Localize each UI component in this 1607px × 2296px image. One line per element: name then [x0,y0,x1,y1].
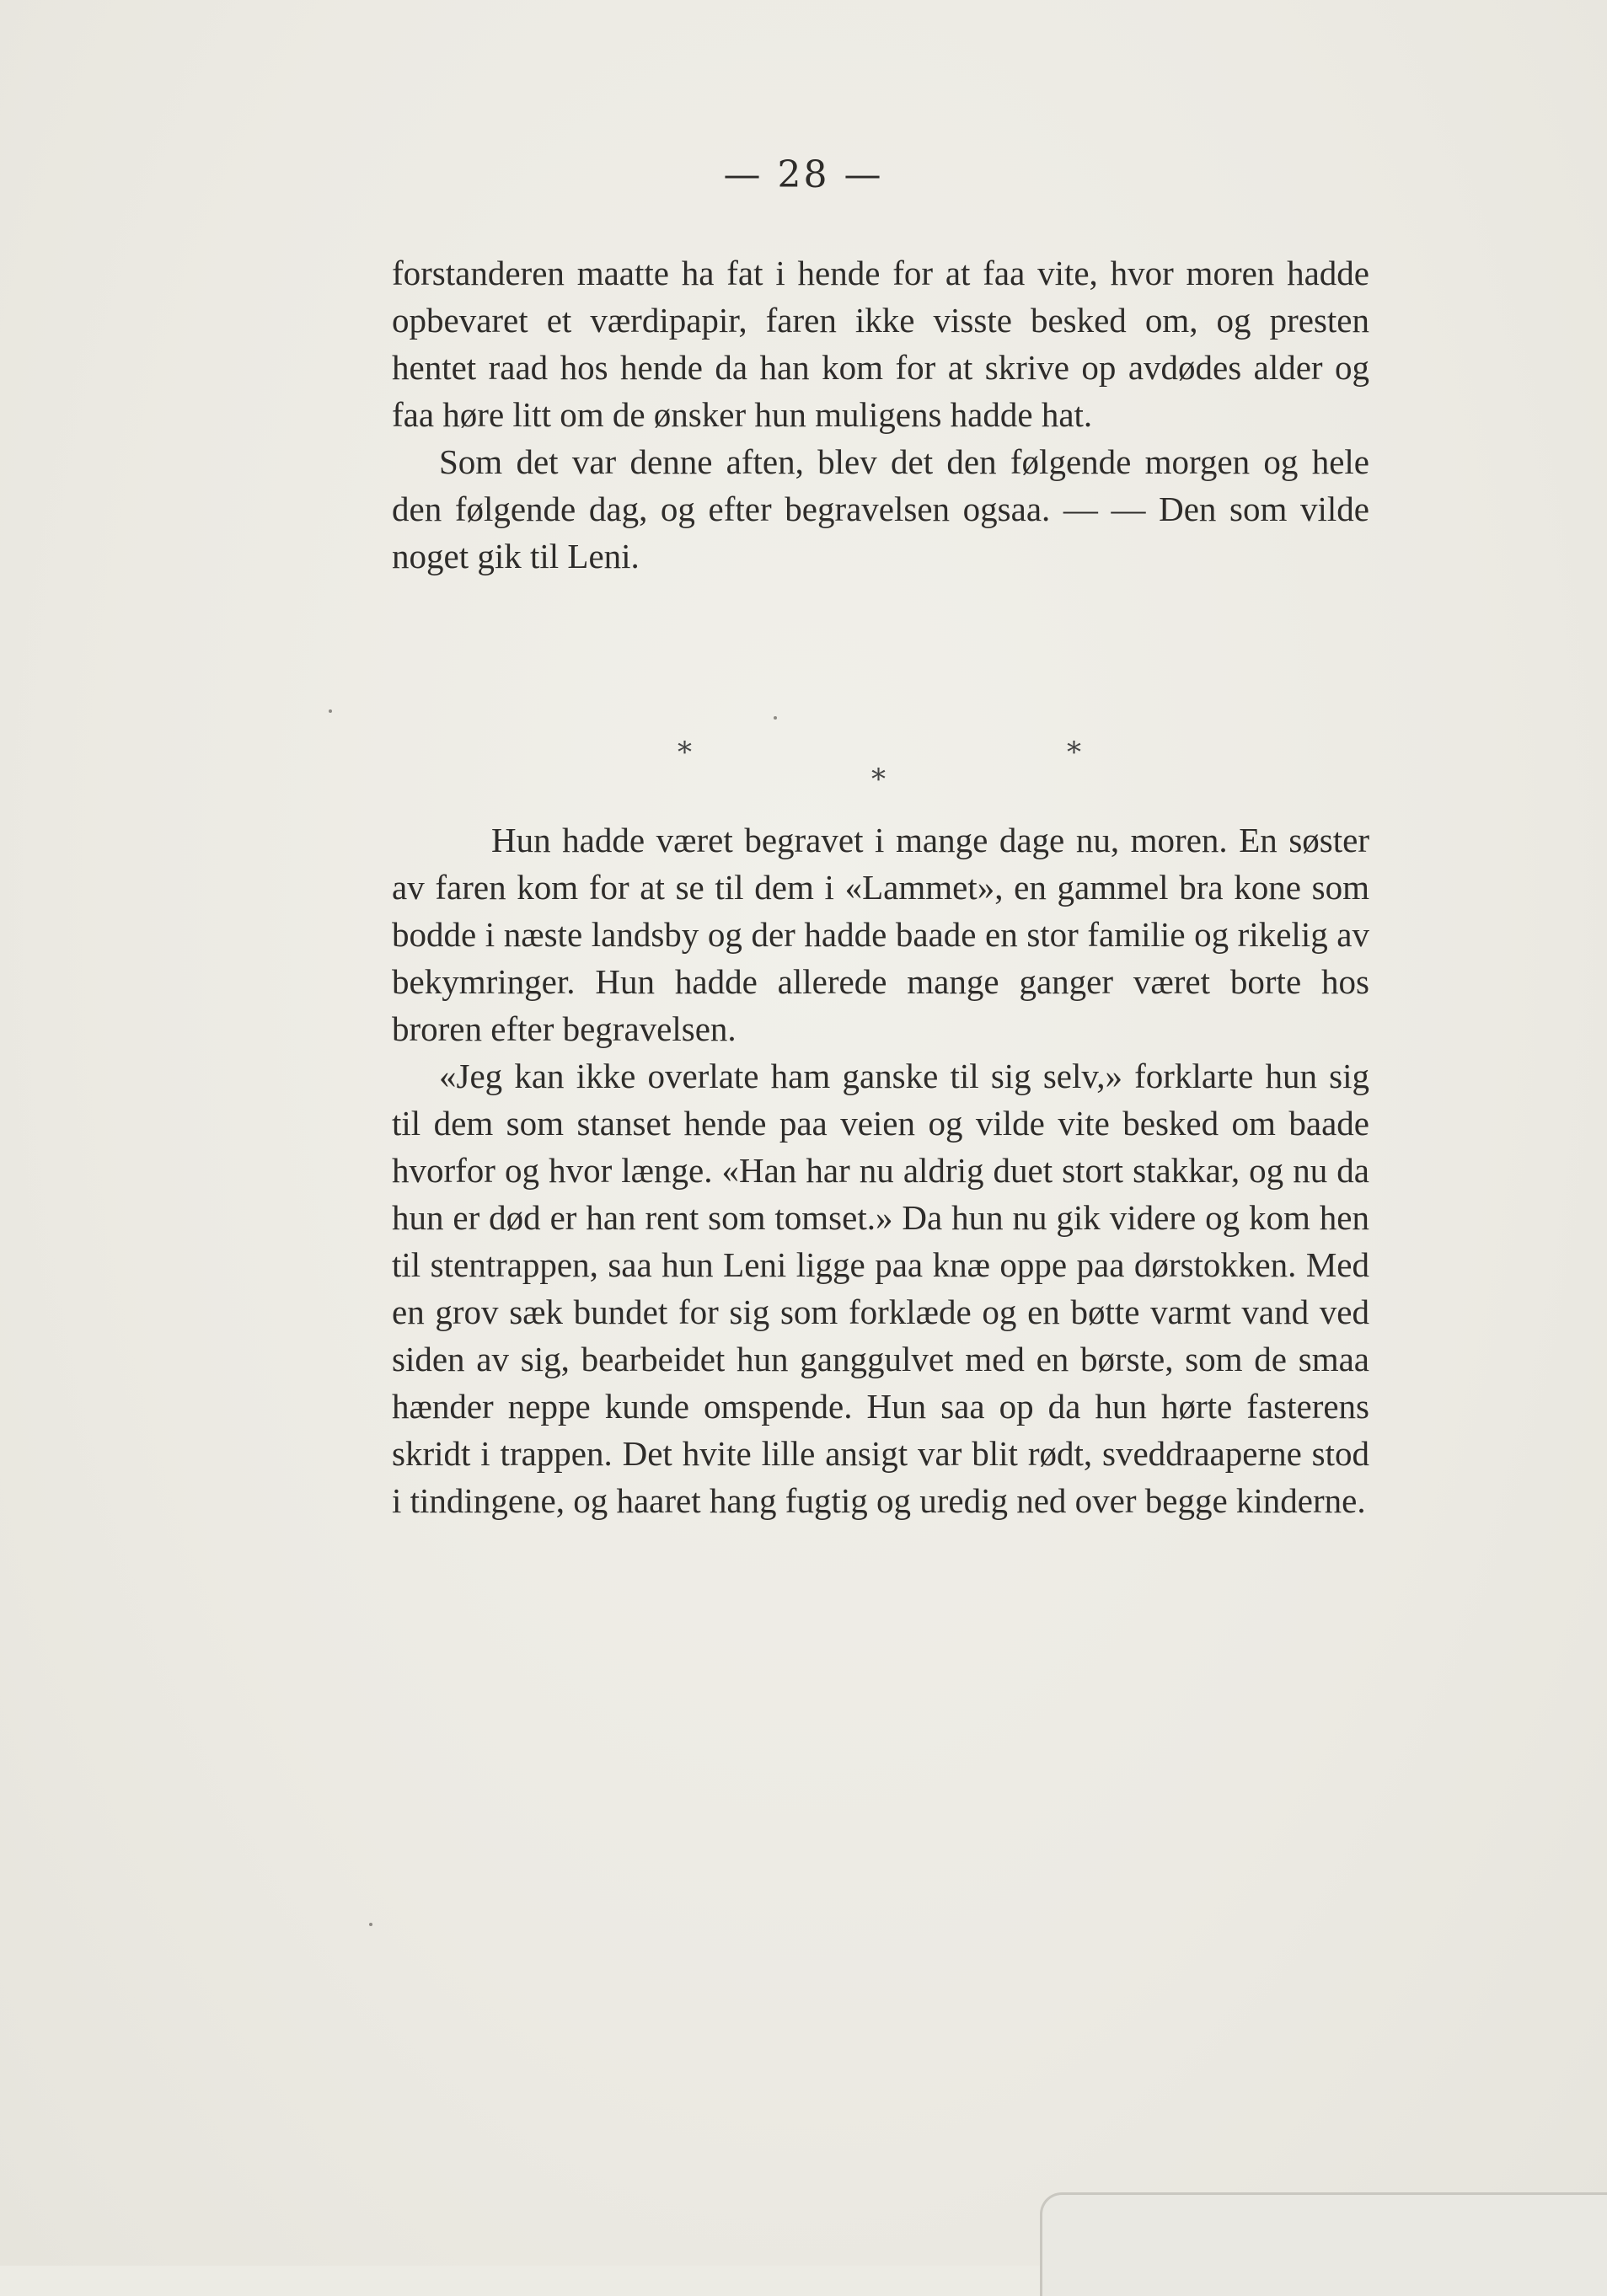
asterism-left: * [678,736,692,769]
paper-speck [369,1923,372,1926]
paragraph-4: «Jeg kan ikke overlate ham ganske til sig selv,» forklarte hun sig til dem som stanset hende paa veien og vilde vite besked om baade hvorfor og hvor længe. «Han har nu aldrig duet stort stakkar, og nu da hun er død er han rent som tomset.» Da hun nu gik videre og kom hen til stentrappen, saa hun Leni ligge paa knæ oppe paa dørstokken. Med en grov sæk bundet for sig som forklæde og en bøtte varmt vand ved siden av sig, bearbeidet hun ganggulvet med en børste, som de smaa hænder neppe kunde omspende. Hun saa op da hun hørte fasterens skridt i trappen. Det hvite lille ansigt var blit rødt, sveddraaperne stod i tindingene, og haaret hang fugtig og uredig ned over begge kinderne. [392,1057,1369,1520]
text-block-top [392,249,1369,580]
asterism-right: * [1067,736,1081,769]
page-corner-edge [1040,2192,1607,2296]
paragraph-3: Hun hadde været begravet i mange dage nu, moren. En søster av faren kom for at se til dem i «Lammet», en gammel bra kone som bodde i næste landsby og der hadde baade en stor familie og rikelig av bekymringer. Hun hadde allerede mange ganger været borte hos broren efter begravelsen. [392,821,1369,1048]
page-number: — 28 — [723,153,884,196]
paper-speck [329,709,332,713]
asterism-bottom: * [871,763,886,796]
text-block-bottom [392,816,1369,1524]
paper-speck [774,716,777,720]
paragraph-1: forstanderen maatte ha fat i hende for at faa vite, hvor moren hadde opbevaret et værdipapir, faren ikke visste besked om, og presten hentet raad hos hende da han kom for at skrive op avdødes alder og faa høre litt om de ønsker hun muligens hadde hat. [392,254,1369,434]
paragraph-2: Som det var denne aften, blev det den følgende morgen og hele den følgende dag, og efter begravelsen ogsaa. — — Den som vilde noget gik til Leni. [392,442,1369,575]
